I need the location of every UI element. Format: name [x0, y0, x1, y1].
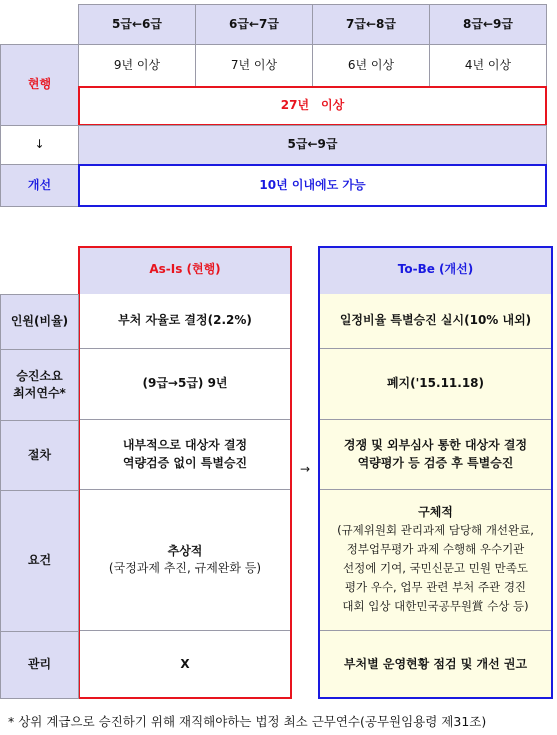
header-grade-6-7: 6급←7급 — [195, 4, 313, 45]
span-grade-5-9: 5급←9급 — [78, 125, 547, 165]
improve-value: 10년 이내에도 가능 — [78, 164, 547, 207]
header-grade-8-9: 8급←9급 — [429, 4, 547, 45]
row-label-management: 관리 — [0, 631, 79, 699]
years-5-6: 9년 이상 — [78, 44, 196, 87]
asis-management: X — [78, 631, 292, 699]
improve-label: 개선 — [0, 164, 79, 207]
tobe-management: 부처별 운영현황 점검 및 개선 권고 — [318, 631, 553, 699]
row-label-min-years: 승진소요 최저연수* — [0, 349, 79, 421]
asis-frame — [78, 246, 292, 699]
footnote: * 상위 계급으로 승진하기 위해 재직해야하는 법정 최소 근무연수(공무원임용령 제31조) — [8, 714, 487, 729]
tobe-procedure: 경쟁 및 외부심사 통한 대상자 결정 역량평가 등 검증 후 특별승진 — [318, 420, 553, 490]
years-8-9: 4년 이상 — [429, 44, 547, 87]
improve-highlight-frame — [78, 164, 547, 207]
row-label-headcount: 인원(비율) — [0, 294, 79, 350]
years-6-7: 7년 이상 — [195, 44, 313, 87]
tobe-header: To-Be (개선) — [397, 262, 474, 277]
asis-headcount: 부처 자율로 결정(2.2%) — [78, 294, 292, 349]
current-label: 현행 — [0, 44, 79, 126]
header-grade-7-8: 7급←8급 — [312, 4, 430, 45]
tobe-requirements-detail: (규제위원회 관리과제 담당해 개선완료, 정부업무평가 과제 수행해 우수기관 선정에 기여, 국민신문고 민원 만족도 평가 우수, 업무 관련 부처 주관 경진 대회 입상 대한민국공무원賞 수상 등) — [337, 523, 534, 614]
right-arrow-icon: → — [299, 462, 311, 477]
header-grade-5-6: 5급←6급 — [78, 4, 196, 45]
tobe-requirements-title: 구체적 — [418, 504, 453, 519]
tobe-frame — [318, 246, 553, 699]
down-arrow-icon: ↓ — [0, 125, 79, 165]
asis-header: As-Is (현행) — [149, 262, 221, 277]
row-label-requirements: 요건 — [0, 490, 79, 632]
years-7-8: 6년 이상 — [312, 44, 430, 87]
total-highlight-frame — [78, 86, 547, 126]
total-years: 27년 이상 — [78, 86, 547, 126]
asis-min-years: (9급→5급) 9년 — [78, 349, 292, 420]
tobe-headcount: 일정비율 특별승진 실시(10% 내외) — [318, 294, 553, 349]
row-label-procedure: 절차 — [0, 420, 79, 491]
asis-procedure: 내부적으로 대상자 결정 역량검증 없이 특별승진 — [78, 420, 292, 490]
asis-requirements-title: 추상적 — [167, 543, 203, 558]
tobe-min-years: 폐지('15.11.18) — [318, 349, 553, 420]
asis-requirements-detail: (국정과제 추진, 규제완화 등) — [108, 561, 262, 575]
